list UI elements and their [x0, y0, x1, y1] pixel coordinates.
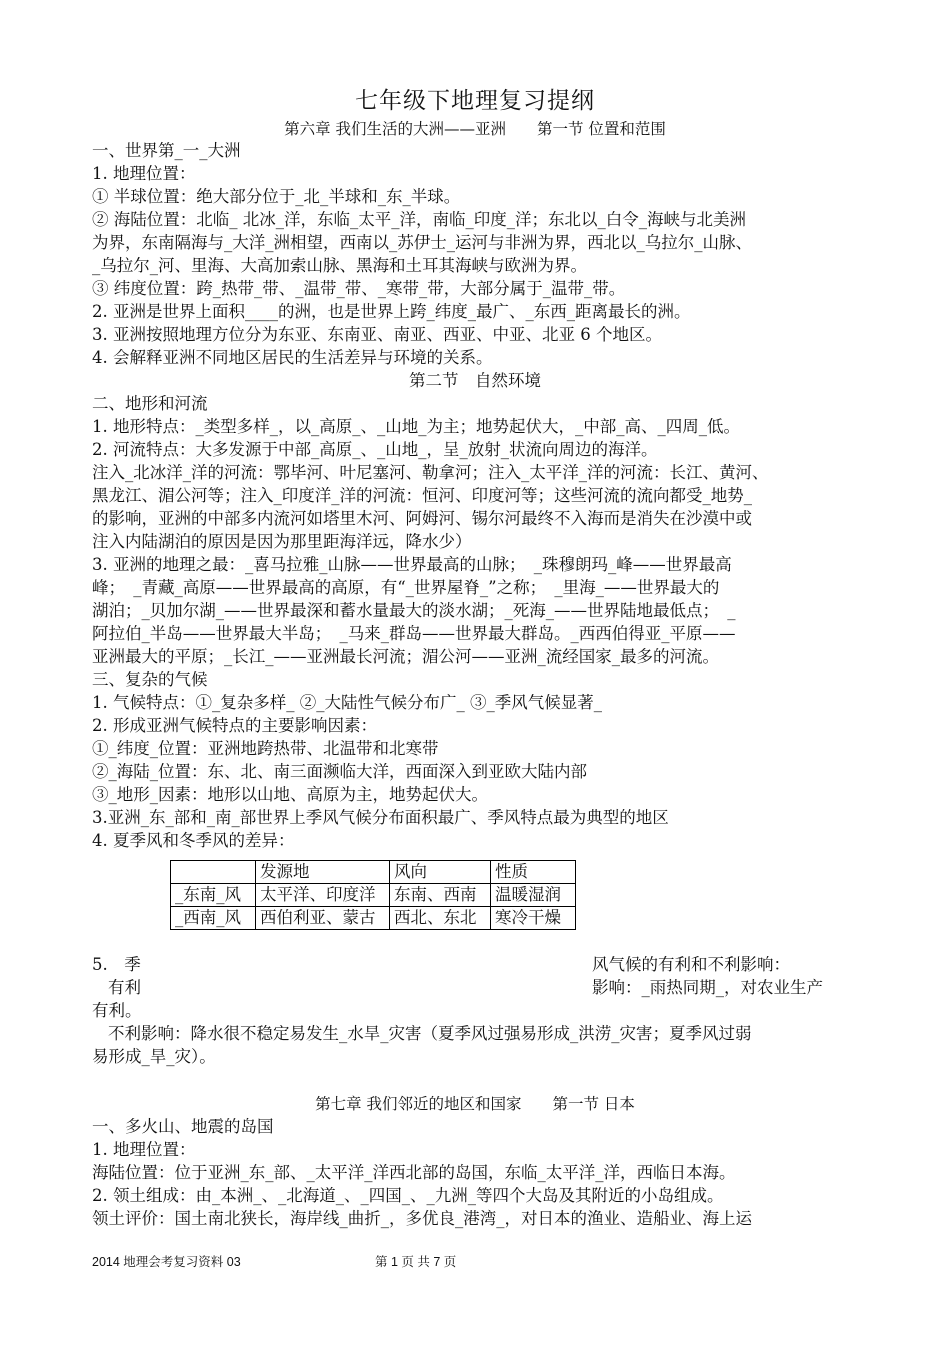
- text-line: _乌拉尔_河、里海、大高加索山脉、黑海和土耳其海峡与欧洲为界。: [92, 256, 587, 275]
- text-line: 3. 亚洲按照地理方位分为东亚、东南亚、南亚、西亚、中亚、北亚 6 个地区。: [92, 325, 662, 344]
- table-header-cell: [171, 861, 256, 884]
- table-header-cell: 性质: [491, 861, 576, 884]
- text-line: 4. 夏季风和冬季风的差异：: [92, 831, 295, 850]
- text-line: ①_纬度_位置：亚洲地跨热带、北温带和北寒带: [92, 739, 439, 758]
- text-line: 2. 河流特点：大多发源于中部_高原_、_山地_，呈_放射_状流向周边的海洋。: [92, 440, 658, 459]
- chapter6-heading: 第六章 我们生活的大洲——亚洲 第一节 位置和范围: [284, 120, 666, 138]
- text-line: 湖泊；_贝加尔湖_——世界最深和蓄水量最大的淡水湖；_死海_——世界陆地最低点； _: [92, 601, 736, 620]
- text-line: 1. 地形特点：_类型多样_，以_高原_、_山地_为主；地势起伏大，_中部_高、_四周_低。: [92, 417, 740, 436]
- table-cell: _西南_风: [171, 907, 256, 930]
- chapter7-heading: 第七章 我们邻近的地区和国家 第一节 日本: [315, 1095, 635, 1113]
- text-line: 黑龙江、湄公河等；注入_印度洋_洋的河流：恒河、印度河等；这些河流的流向都受_地势_: [92, 486, 752, 505]
- text-line: 的影响，亚洲的中部多内流河如塔里木河、阿姆河、锡尔河最终不入海而是消失在沙漠中或: [92, 509, 752, 528]
- text-line: 峰； _青藏_高原——世界最高的高原，有“_世界屋脊_”之称； _里海_——世界最大的: [92, 578, 720, 597]
- table-row: [171, 907, 576, 930]
- text-line: 领土评价：国土南北狭长，海岸线_曲折_，多优良_港湾_，对日本的渔业、造船业、海上运: [92, 1209, 752, 1228]
- text-line: 风气候的有利和不利影响：: [592, 955, 790, 974]
- text-line: 2. 亚洲是世界上面积____的洲，也是世界上跨_纬度_最广、_东西_距离最长的洲。: [92, 302, 691, 321]
- text-line: 有利: [108, 978, 141, 997]
- text-line: 注入_北冰洋_洋的河流：鄂毕河、叶尼塞河、勒拿河；注入_太平洋_洋的河流：长江、黄河、: [92, 463, 769, 482]
- text-line: 亚洲最大的平原；_长江_——亚洲最长河流；湄公河——亚洲_流经国家_最多的河流。: [92, 647, 719, 666]
- table-row: [171, 884, 576, 907]
- table-header-cell: 发源地: [256, 861, 390, 884]
- table-cell: 西伯利亚、蒙古: [256, 907, 390, 930]
- table-cell: 温暖湿润: [491, 884, 576, 907]
- table-header-row: [171, 861, 576, 884]
- text-line: ① 半球位置：绝大部分位于_北_半球和_东_半球。: [92, 187, 461, 206]
- monsoon-table: [170, 860, 576, 930]
- section-heading: 二、地形和河流: [92, 394, 208, 413]
- text-line: 2. 领土组成：由_本洲_、_北海道_、_四国_、_九洲_等四个大岛及其附近的小岛组成。: [92, 1186, 724, 1205]
- section-heading: 三、复杂的气候: [92, 670, 208, 689]
- text-line: 1. 地理位置：: [92, 164, 196, 183]
- text-line: 注入内陆湖泊的原因是因为那里距海洋远，降水少）: [92, 532, 472, 551]
- text-line: 不利影响：降水很不稳定易发生_水旱_灾害（夏季风过强易形成_洪涝_灾害；夏季风过弱: [108, 1024, 752, 1043]
- text-line: 3.亚洲_东_部和_南_部世界上季风气候分布面积最广、季风特点最为典型的地区: [92, 808, 669, 827]
- text-line: 3. 亚洲的地理之最：_喜马拉雅_山脉——世界最高的山脉； _珠穆朗玛_峰——世界最高: [92, 555, 732, 574]
- table-cell: 太平洋、印度洋: [256, 884, 390, 907]
- page-number: 第 1 页 共 7 页: [375, 1255, 457, 1269]
- text-line: 5. 季: [92, 955, 141, 974]
- text-line: 影响：_雨热同期_，对农业生产: [592, 978, 823, 997]
- footer-source: 2014 地理会考复习资料 03: [92, 1255, 241, 1269]
- section-heading: 一、世界第_一_大洲: [92, 141, 241, 160]
- text-line: 易形成_旱_灾）。: [92, 1047, 216, 1066]
- table-cell: _东南_风: [171, 884, 256, 907]
- section2-heading: 第二节 自然环境: [409, 371, 541, 390]
- text-line: 2. 形成亚洲气候特点的主要影响因素：: [92, 716, 377, 735]
- text-line: 1. 地理位置：: [92, 1140, 196, 1159]
- text-line: 海陆位置：位于亚洲_东_部、_太平洋_洋西北部的岛国，东临_太平洋_洋，西临日本海。: [92, 1163, 736, 1182]
- text-line: ② 海陆位置：北临_ 北冰_洋，东临_太平_洋，南临_印度_洋；东北以_白令_海峡与北美洲: [92, 210, 746, 229]
- text-line: 有利。: [92, 1001, 142, 1020]
- page-title: 七年级下地理复习提纲: [355, 88, 595, 114]
- text-line: 为界，东南隔海与_大洋_洲相望，西南以_苏伊士_运河与非洲为界，西北以_乌拉尔_山脉、: [92, 233, 752, 252]
- table-cell: 寒冷干燥: [491, 907, 576, 930]
- table-cell: 西北、东北: [390, 907, 491, 930]
- text-line: ③ 纬度位置：跨_热带_带、_温带_带、_寒带_带，大部分属于_温带_带。: [92, 279, 626, 298]
- text-line: ②_海陆_位置：东、北、南三面濒临大洋，西面深入到亚欧大陆内部: [92, 762, 587, 781]
- text-line: 1. 气候特点：①_复杂多样_ ②_大陆性气候分布广_ ③_季风气候显著_: [92, 693, 602, 712]
- text-line: 阿拉伯_半岛——世界最大半岛； _马来_群岛——世界最大群岛。_西西伯得亚_平原——: [92, 624, 736, 643]
- table-cell: 东南、西南: [390, 884, 491, 907]
- text-line: ③_地形_因素：地形以山地、高原为主，地势起伏大。: [92, 785, 488, 804]
- text-line: 4. 会解释亚洲不同地区居民的生活差异与环境的关系。: [92, 348, 493, 367]
- table-header-cell: 风向: [390, 861, 491, 884]
- section-heading: 一、多火山、地震的岛国: [92, 1117, 274, 1136]
